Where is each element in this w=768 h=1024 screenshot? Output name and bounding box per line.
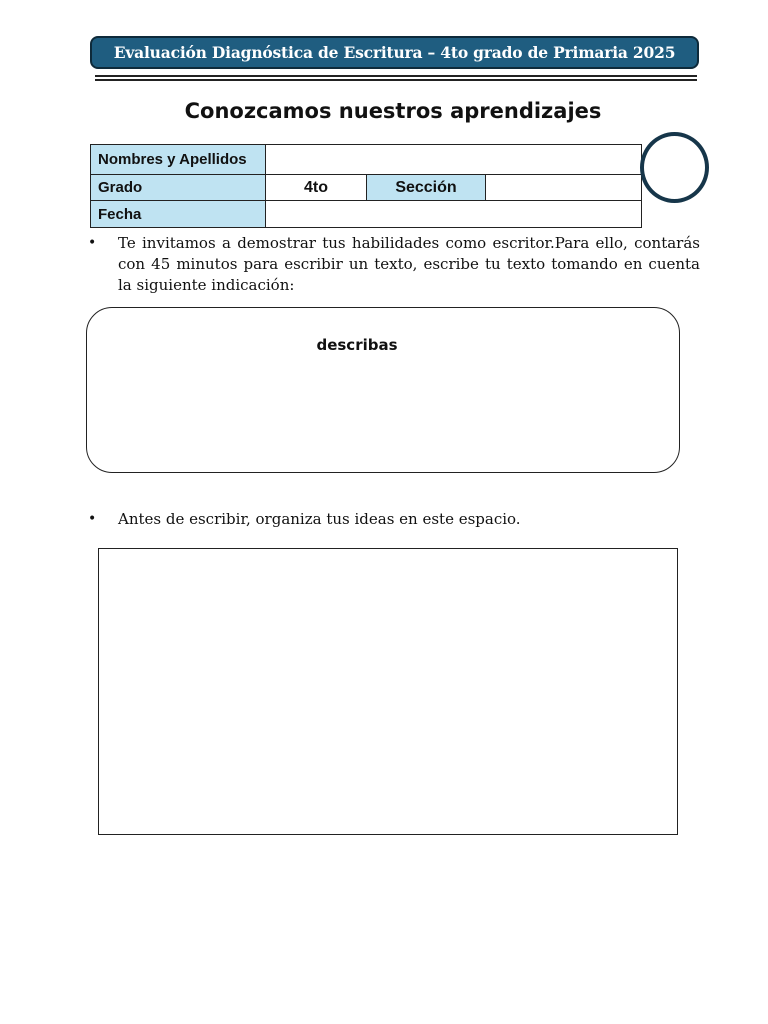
name-label: Nombres y Apellidos xyxy=(91,145,266,175)
instruction-bullet-1 xyxy=(88,233,700,296)
instruction-text: Te invitamos a demostrar tus habilidades como escritor.Para ello, contarás con 45 minutos para escribir un texto, escribe tu texto tomando en cuenta la siguiente indicación: xyxy=(118,234,700,294)
ideas-writing-area[interactable] xyxy=(98,548,678,835)
double-rule-top xyxy=(95,75,697,77)
double-rule-bottom xyxy=(95,79,697,81)
title-banner xyxy=(90,36,699,69)
date-label: Fecha xyxy=(91,201,266,228)
bullet-icon: • xyxy=(88,235,97,251)
student-info-table xyxy=(90,144,642,228)
grade-stamp-circle xyxy=(640,132,709,203)
grade-label: Grado xyxy=(91,175,266,201)
section-field[interactable] xyxy=(486,175,642,201)
prompt-box xyxy=(86,307,680,473)
grade-value[interactable]: 4to xyxy=(266,175,367,201)
name-field[interactable] xyxy=(266,145,642,175)
instruction-bullet-2 xyxy=(88,509,700,530)
organize-text: Antes de escribir, organiza tus ideas en este espacio. xyxy=(118,510,521,528)
page-title: Conozcamos nuestros aprendizajes xyxy=(184,99,602,123)
date-field[interactable] xyxy=(266,201,642,228)
banner-title: Evaluación Diagnóstica de Escritura – 4to grado de Primaria 2025 xyxy=(113,43,676,62)
prompt-text: describas xyxy=(316,336,398,354)
bullet-icon: • xyxy=(88,511,97,527)
section-label: Sección xyxy=(367,175,486,201)
